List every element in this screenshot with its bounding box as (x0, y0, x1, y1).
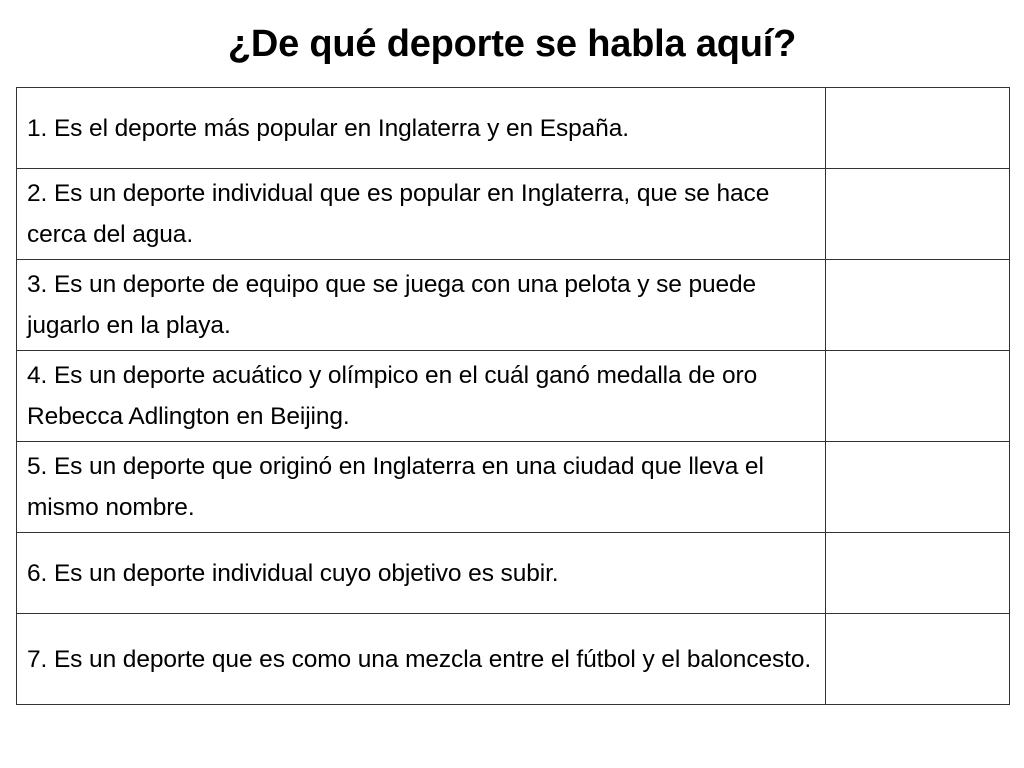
questions-table (16, 87, 1010, 705)
question-cell: 2. Es un deporte individual que es popular en Inglaterra, que se hace cerca del agua. (17, 169, 826, 260)
question-cell: 1. Es el deporte más popular en Inglaterra y en España. (17, 88, 826, 169)
answer-cell[interactable] (826, 614, 1010, 705)
answer-cell[interactable] (826, 169, 1010, 260)
table-row (17, 351, 1010, 442)
table-row (17, 533, 1010, 614)
table-row (17, 88, 1010, 169)
answer-cell[interactable] (826, 351, 1010, 442)
page-title: ¿De qué deporte se habla aquí? (227, 23, 797, 65)
answer-cell[interactable] (826, 533, 1010, 614)
question-cell: 4. Es un deporte acuático y olímpico en el cuál ganó medalla de oro Rebecca Adlington en Beijing. (17, 351, 826, 442)
question-cell: 5. Es un deporte que originó en Inglaterra en una ciudad que lleva el mismo nombre. (17, 442, 826, 533)
question-cell: 7. Es un deporte que es como una mezcla entre el fútbol y el baloncesto. (17, 614, 826, 705)
answer-cell[interactable] (826, 88, 1010, 169)
question-cell: 6. Es un deporte individual cuyo objetivo es subir. (17, 533, 826, 614)
answer-cell[interactable] (826, 442, 1010, 533)
table-row (17, 169, 1010, 260)
answer-cell[interactable] (826, 260, 1010, 351)
table-row (17, 260, 1010, 351)
table-row (17, 442, 1010, 533)
table-row (17, 614, 1010, 705)
question-cell: 3. Es un deporte de equipo que se juega con una pelota y se puede jugarlo en la playa. (17, 260, 826, 351)
